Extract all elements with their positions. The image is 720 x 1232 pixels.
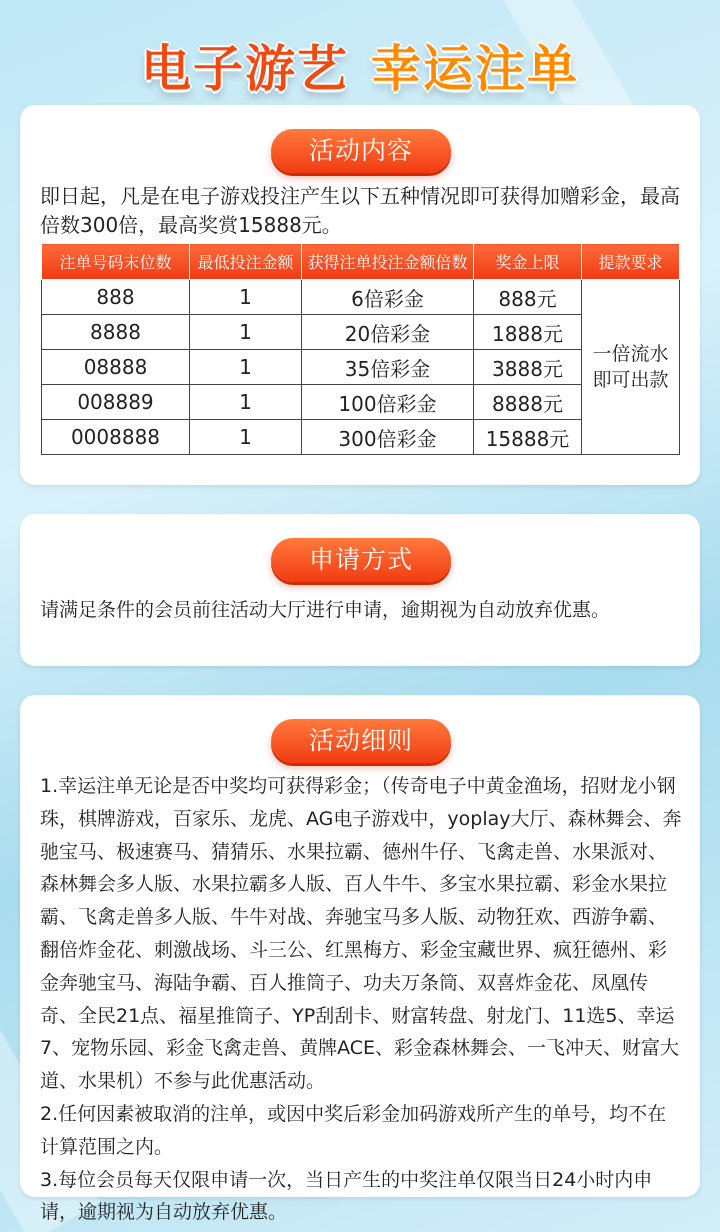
table-cell: 008889 — [42, 385, 190, 420]
title-part-1: 电子游艺 — [141, 40, 349, 98]
table-cell: 1 — [190, 420, 302, 455]
rule-item: 1.幸运注单无论是否中奖均可获得彩金；（传奇电子中黄金渔场，招财龙小钢珠，棋牌游戏，百家乐、龙虎、AG电子游戏中，yoplay大厅、森林舞会、奔驰宝马、极速赛马、猜猜乐、水果拉霸、德州牛仔、飞禽走兽、水果派对、森林舞会多人版、水果拉霸多人版、百人牛牛、多宝水果拉霸、彩金水果拉霸、飞禽走兽多人版、牛牛对战、奔驰宝马多人版、动物狂欢、西游争霸、翻倍炸金花、刺激战场、斗三公、红黑梅方、彩金宝藏世界、疯狂德州、彩金奔驰宝马、海陆争霸、百人推筒子、功夫万条筒、双喜炸金花、凤凰传奇、全民21点、福星推筒子、YP刮刮卡、财富转盘、射龙门、11选5、幸运7、宠物乐园、彩金飞禽走兽、黄牌ACE、彩金森林舞会、一飞冲天、财富大道、水果机）不参与此优惠活动。 — [40, 775, 682, 1093]
page-title — [0, 34, 720, 104]
table-cell: 20倍彩金 — [302, 315, 474, 350]
table-cell: 1 — [190, 385, 302, 420]
table-cell: 1888元 — [474, 315, 582, 350]
rule-item: 3.每位会员每天仅限申请一次，当日产生的中奖注单仅限当日24小时内申请，逾期视为自动放弃优惠。 — [40, 1168, 653, 1224]
table-header-cell: 获得注单投注金额倍数 — [302, 244, 474, 280]
table-cell: 300倍彩金 — [302, 420, 474, 455]
apply-method-text: 请满足条件的会员前往活动大厅进行申请，逾期视为自动放弃优惠。 — [40, 599, 611, 621]
apply-method-card — [21, 515, 699, 665]
table-cell: 888元 — [474, 280, 582, 315]
table-cell: 1 — [190, 280, 302, 315]
bonus-table — [41, 243, 680, 455]
table-header-row — [42, 244, 680, 280]
withdraw-requirement-cell — [582, 280, 680, 455]
rule-item: 2.任何因素被取消的注单，或因中奖后彩金加码游戏所产生的单号，均不在计算范围之内。 — [40, 1102, 667, 1158]
table-cell: 6倍彩金 — [302, 280, 474, 315]
table-cell: 3888元 — [474, 350, 582, 385]
table-cell: 8888 — [42, 315, 190, 350]
table-cell: 1 — [190, 350, 302, 385]
table-header-cell: 奖金上限 — [474, 244, 582, 280]
table-header-cell: 提款要求 — [582, 244, 680, 280]
table-cell: 15888元 — [474, 420, 582, 455]
activity-rules-card — [21, 696, 699, 1224]
table-cell: 1 — [190, 315, 302, 350]
table-cell: 0008888 — [42, 420, 190, 455]
apply-method-heading: 申请方式 — [271, 538, 451, 582]
table-cell: 08888 — [42, 350, 190, 385]
table-row — [42, 280, 680, 315]
title-part-2: 幸运注单 — [371, 40, 579, 98]
table-header-cell: 最低投注金额 — [190, 244, 302, 280]
table-cell: 8888元 — [474, 385, 582, 420]
withdraw-requirement-line: 即可出款 — [592, 369, 669, 391]
table-header-cell: 注单号码末位数 — [42, 244, 190, 280]
activity-content-heading: 活动内容 — [271, 129, 451, 173]
table-cell: 100倍彩金 — [302, 385, 474, 420]
table-cell: 35倍彩金 — [302, 350, 474, 385]
rules-list — [40, 770, 685, 1229]
activity-intro-text: 即日起，凡是在电子游戏投注产生以下五种情况即可获得加赠彩金，最高倍数300倍，最高奖赏15888元。 — [40, 184, 680, 237]
withdraw-requirement-line: 一倍流水 — [592, 343, 669, 365]
activity-rules-heading: 活动细则 — [271, 719, 451, 763]
activity-content-card — [21, 106, 699, 484]
table-cell: 888 — [42, 280, 190, 315]
